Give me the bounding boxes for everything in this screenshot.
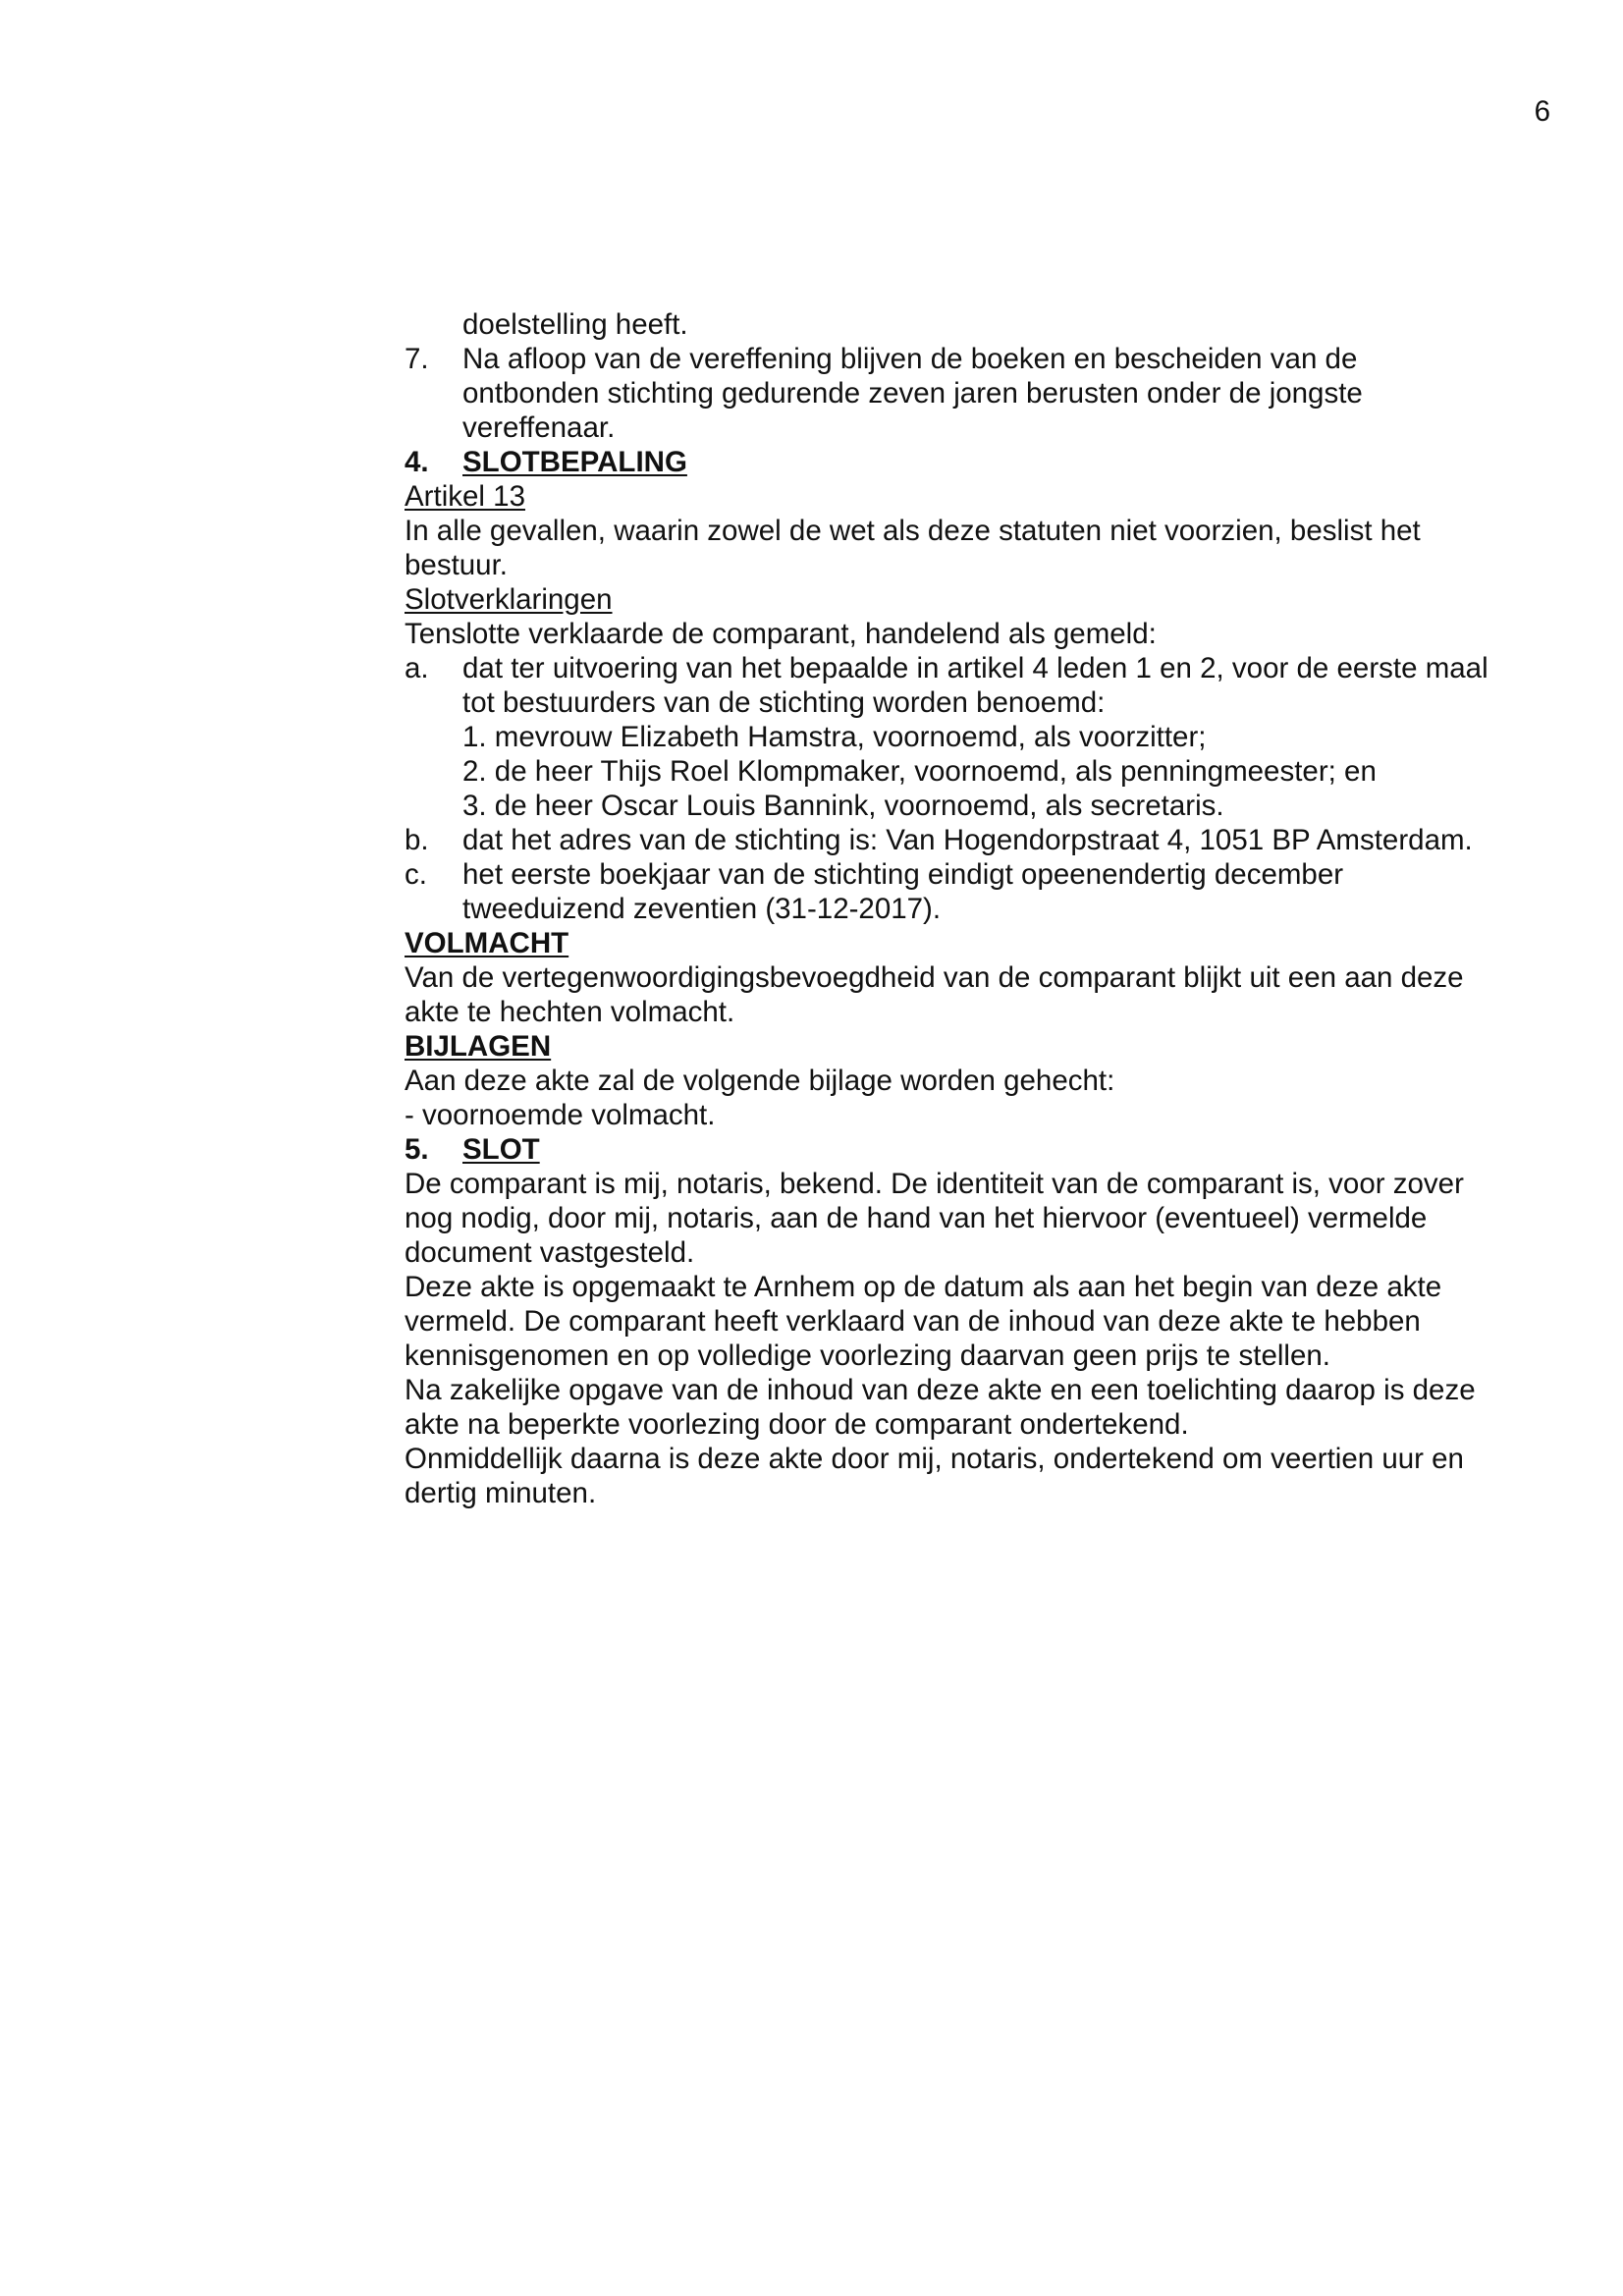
section-heading-slot: 5. SLOT [405, 1133, 540, 1166]
section-heading-slotbepaling: 4. SLOTBEPALING [405, 446, 687, 478]
paragraph-line: document vastgesteld. [405, 1236, 695, 1269]
slotverklaringen-heading: Slotverklaringen [405, 583, 613, 616]
paragraph-line: Deze akte is opgemaakt te Arnhem op de datum als aan het begin van deze akte [405, 1271, 1442, 1303]
paragraph-line: akte te hechten volmacht. [405, 996, 735, 1028]
paragraph-line: akte na beperkte voorlezing door de comparant ondertekend. [405, 1408, 1189, 1441]
list-letter: c. [405, 858, 427, 891]
list-letter: a. [405, 652, 429, 684]
paragraph-line: Van de vertegenwoordigingsbevoegdheid van de comparant blijkt uit een aan deze [405, 961, 1464, 994]
continuation-line: doelstelling heeft. [462, 308, 688, 341]
paragraph-line: Aan deze akte zal de volgende bijlage worden gehecht: [405, 1065, 1115, 1097]
list-text: Na afloop van de vereffening blijven de boeken en bescheiden van de ontbonden stichting gedurende zeven jaren berusten onder de jongste vereffenaar. [462, 343, 1363, 444]
page-number: 6 [1534, 95, 1550, 128]
paragraph-line: - voornoemde volmacht. [405, 1099, 716, 1131]
list-item-a [405, 651, 1558, 823]
list-item-b [405, 823, 1558, 857]
paragraph-line: Tenslotte verklaarde de comparant, handelend als gemeld: [405, 618, 1157, 650]
list-item-7 [405, 342, 1558, 445]
artikel-heading: Artikel 13 [405, 480, 525, 513]
list-text: dat het adres van de stichting is: Van Hogendorpstraat 4, 1051 BP Amsterdam. [462, 824, 1473, 856]
paragraph-line: Onmiddellijk daarna is deze akte door mij, notaris, ondertekend om veertien uur en [405, 1443, 1464, 1475]
list-text: dat ter uitvoering van het bepaalde in artikel 4 leden 1 en 2, voor de eerste maal tot bestuurders van de stichting worden benoemd: 1. mevrouw Elizabeth Hamstra, voornoemd, als voorzitter; 2. de heer Thijs Roel Klompmaker, voornoemd, als penningmeester; en 3. de heer Oscar Louis Bannink, voornoemd, als secretaris. [462, 652, 1488, 822]
bijlagen-heading: BIJLAGEN [405, 1030, 552, 1063]
paragraph-line: vermeld. De comparant heeft verklaard van de inhoud van deze akte te hebben [405, 1305, 1421, 1338]
paragraph-line: nog nodig, door mij, notaris, aan de hand van het hiervoor (eventueel) vermelde [405, 1202, 1428, 1234]
list-item-c [405, 857, 1558, 926]
paragraph-line: In alle gevallen, waarin zowel de wet als deze statuten niet voorzien, beslist het [405, 515, 1421, 547]
list-letter: b. [405, 824, 429, 856]
paragraph-line: De comparant is mij, notaris, bekend. De identiteit van de comparant is, voor zover [405, 1168, 1464, 1200]
volmacht-heading: VOLMACHT [405, 927, 569, 959]
paragraph-line: dertig minuten. [405, 1477, 597, 1509]
list-text: het eerste boekjaar van de stichting eindigt opeenendertig december tweeduizend zeventien (31-12-2017). [462, 858, 1344, 925]
paragraph-line: bestuur. [405, 549, 508, 581]
document-body [405, 307, 1558, 1510]
list-number: 7. [405, 343, 429, 375]
paragraph-line: kennisgenomen en op volledige voorlezing daarvan geen prijs te stellen. [405, 1339, 1330, 1372]
paragraph-line: Na zakelijke opgave van de inhoud van deze akte en een toelichting daarop is deze [405, 1374, 1476, 1406]
